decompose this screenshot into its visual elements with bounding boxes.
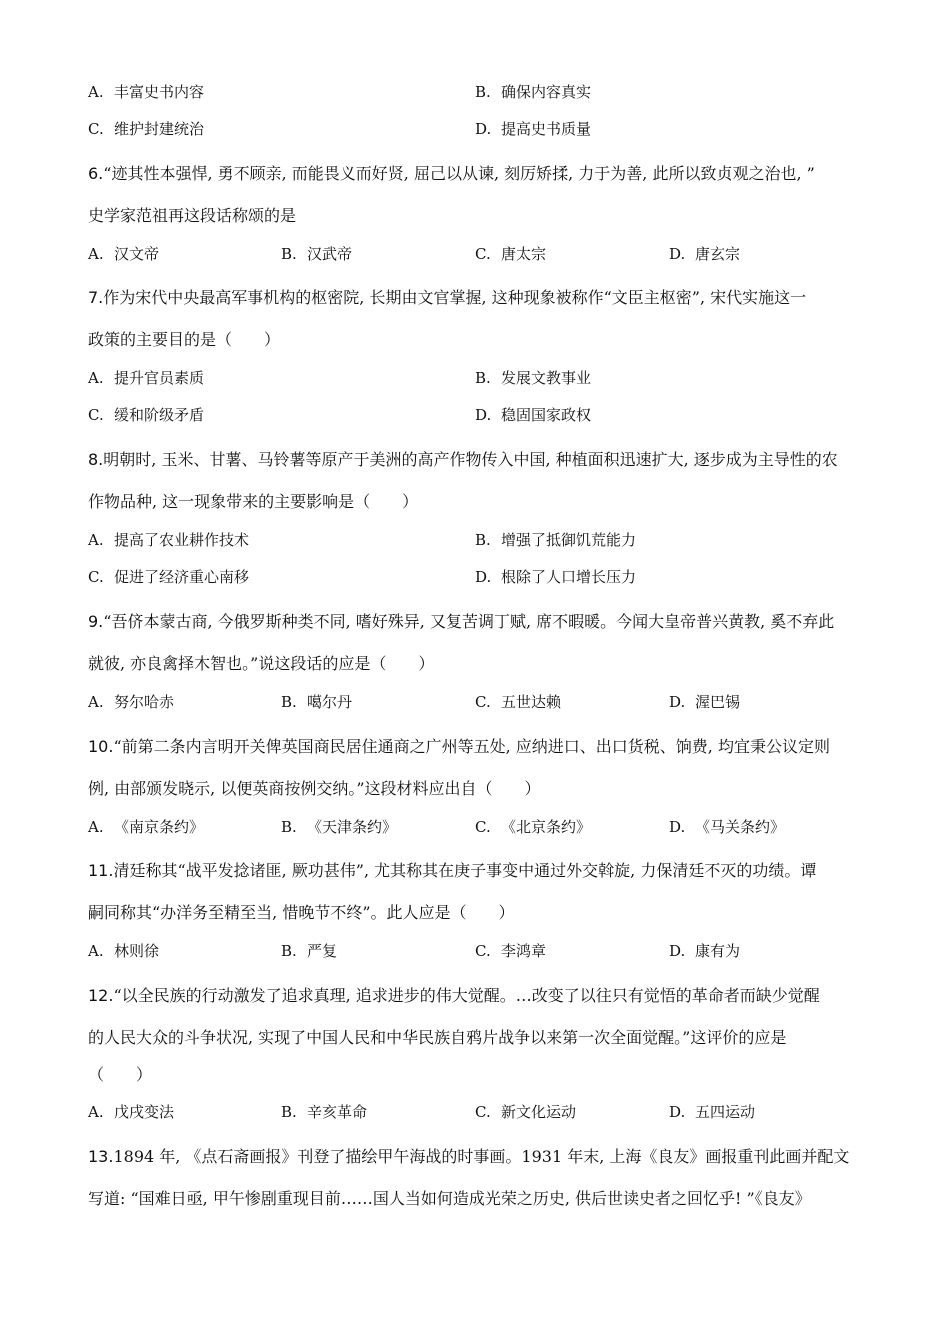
option-letter: C.: [475, 1103, 491, 1121]
option-letter: B.: [281, 942, 297, 960]
q10-option-b: [281, 817, 397, 837]
q11-option-a: [88, 941, 159, 961]
q7-option-a: [88, 368, 204, 388]
q6-stem-line-1: [88, 164, 815, 184]
option-letter: B.: [281, 245, 297, 263]
q6-stem-line-2: [88, 206, 296, 226]
q6-option-b: [281, 244, 352, 264]
option-text: 增强了抵御饥荒能力: [501, 531, 637, 549]
q10-option-d: [669, 817, 785, 837]
option-text: 李鸿章: [501, 942, 547, 960]
question-number: 11.: [88, 861, 114, 880]
option-text: 唐太宗: [501, 245, 547, 263]
option-text: 促进了经济重心南移: [114, 568, 250, 586]
option-text: 努尔哈赤: [114, 693, 175, 711]
option-letter: A.: [88, 83, 104, 101]
option-text: 提高了农业耕作技术: [114, 531, 250, 549]
q10-option-a: [88, 817, 204, 837]
q9-option-c: [475, 692, 561, 712]
q6-option-c: [475, 244, 546, 264]
stem-text: 政策的主要目的是（ ）: [88, 330, 281, 349]
q11-option-b: [281, 941, 337, 961]
option-letter: B.: [475, 369, 491, 387]
option-letter: C.: [475, 818, 491, 836]
q7-stem-line-2: [88, 330, 280, 350]
q8-stem-line-2: [88, 492, 418, 512]
q12-stem-line-2: [88, 1028, 786, 1048]
q13-stem-line-1: [88, 1147, 849, 1167]
question-number: 12.: [88, 986, 114, 1005]
q8-option-b: [475, 530, 636, 550]
q11-option-d: [669, 941, 740, 961]
option-letter: C.: [88, 568, 104, 586]
stem-text: 清廷称其“战平发捻诸匪, 厥功甚伟”, 尤其称其在庚子事变中通过外交斡旋, 力保清廷不灭的功绩。谭: [113, 861, 817, 880]
stem-text: “前第二条内言明开关俾英国商民居住通商之广州等五处, 应纳进口、出口货税、饷费, 均宜秉公议定则: [113, 737, 830, 756]
q11-option-c: [475, 941, 546, 961]
option-letter: D.: [669, 942, 686, 960]
stem-text: “迹其性本强悍, 勇不顾亲, 而能畏义而好贤, 屈己以从谏, 刻厉矫揉, 力于为善, 此所以致贞观之治也, ”: [103, 164, 815, 183]
q9-option-a: [88, 692, 174, 712]
option-letter: D.: [475, 120, 492, 138]
option-letter: B.: [281, 1103, 297, 1121]
stem-text: （ ）: [88, 1065, 153, 1084]
question-number: 8.: [88, 450, 104, 469]
option-letter: A.: [88, 818, 104, 836]
question-number: 13.: [88, 1147, 114, 1166]
option-text: 维护封建统治: [114, 120, 205, 138]
q12-option-b: [281, 1102, 367, 1122]
q10-stem-line-2: [88, 779, 541, 799]
option-text: 五世达赖: [501, 693, 562, 711]
q8-option-d: [475, 567, 636, 587]
option-letter: D.: [475, 568, 492, 586]
q12-option-d: [669, 1102, 755, 1122]
option-text: 稳固国家政权: [501, 406, 592, 424]
stem-text: “以全民族的行动激发了追求真理, 追求进步的伟大觉醒。…改变了以往只有觉悟的革命者而缺少觉醒: [113, 986, 820, 1005]
option-text: 提升官员素质: [114, 369, 205, 387]
option-text: 渥巴锡: [695, 693, 741, 711]
option-letter: B.: [475, 83, 491, 101]
option-text: 严复: [307, 942, 338, 960]
option-text: 根除了人口增长压力: [501, 568, 637, 586]
option-text: 《天津条约》: [307, 818, 398, 836]
option-text: 康有为: [695, 942, 741, 960]
option-letter: C.: [475, 245, 491, 263]
q6-option-a: [88, 244, 159, 264]
option-letter: C.: [475, 942, 491, 960]
stem-text: 例, 由部颁发晓示, 以便英商按例交纳。”这段材料应出自（ ）: [88, 779, 541, 798]
q9-option-b: [281, 692, 352, 712]
question-number: 7.: [88, 288, 104, 307]
option-text: 噶尔丹: [307, 693, 353, 711]
stem-text: 嗣同称其“办洋务至精至当, 惜晚节不终”。此人应是（ ）: [88, 903, 515, 922]
option-letter: A.: [88, 245, 104, 263]
stem-text: 1894 年, 《点石斋画报》刊登了描绘甲午海战的时事画。1931 年末, 上海《良友》画报重刊此画并配文: [113, 1147, 850, 1166]
option-text: 汉武帝: [307, 245, 353, 263]
option-text: 缓和阶级矛盾: [114, 406, 205, 424]
option-letter: D.: [669, 1103, 686, 1121]
q5-option-c: [88, 119, 204, 139]
q7-option-c: [88, 405, 204, 425]
option-letter: A.: [88, 369, 104, 387]
stem-text: 作为宋代中央最高军事机构的枢密院, 长期由文官掌握, 这种现象被称作“文臣主枢密”, 宋代实施这一: [103, 288, 807, 307]
option-letter: D.: [669, 818, 686, 836]
q8-option-a: [88, 530, 249, 550]
stem-text: 明朝时, 玉米、甘薯、马铃薯等原产于美洲的高产作物传入中国, 种植面积迅速扩大, 逐步成为主导性的农: [103, 450, 838, 469]
stem-text: 就彼, 亦良禽择木智也。”说这段话的应是（ ）: [88, 654, 435, 673]
option-letter: C.: [88, 120, 104, 138]
q11-stem-line-2: [88, 903, 515, 923]
option-letter: A.: [88, 942, 104, 960]
option-text: 林则徐: [114, 942, 160, 960]
option-text: 提高史书质量: [501, 120, 592, 138]
q7-stem-line-1: [88, 288, 806, 308]
q7-option-d: [475, 405, 591, 425]
stem-text: 史学家范祖再这段话称颂的是: [88, 206, 297, 225]
stem-text: 写道: “国难日亟, 甲午惨剧重现目前……国人当如何造成光荣之历史, 供后世读史者之回忆乎! ”《良友》: [88, 1189, 811, 1208]
q9-option-d: [669, 692, 740, 712]
q11-stem-line-1: [88, 861, 816, 881]
option-text: 新文化运动: [501, 1103, 577, 1121]
option-text: 丰富史书内容: [114, 83, 205, 101]
q8-stem-line-1: [88, 450, 838, 470]
option-letter: C.: [88, 406, 104, 424]
option-text: 五四运动: [695, 1103, 756, 1121]
option-text: 确保内容真实: [501, 83, 592, 101]
option-letter: B.: [475, 531, 491, 549]
q9-stem-line-1: [88, 612, 834, 632]
q10-option-c: [475, 817, 591, 837]
option-letter: A.: [88, 693, 104, 711]
option-text: 《马关条约》: [695, 818, 786, 836]
q8-option-c: [88, 567, 249, 587]
option-text: 辛亥革命: [307, 1103, 368, 1121]
option-letter: B.: [281, 693, 297, 711]
option-letter: C.: [475, 693, 491, 711]
option-letter: D.: [475, 406, 492, 424]
q12-option-c: [475, 1102, 576, 1122]
q5-option-b: [475, 82, 591, 102]
option-letter: D.: [669, 245, 686, 263]
option-text: 发展文教事业: [501, 369, 592, 387]
q5-option-a: [88, 82, 204, 102]
option-text: 《南京条约》: [114, 818, 205, 836]
option-text: 《北京条约》: [501, 818, 592, 836]
q12-option-a: [88, 1102, 174, 1122]
q5-option-d: [475, 119, 591, 139]
option-letter: A.: [88, 531, 104, 549]
stem-text: 作物品种, 这一现象带来的主要影响是（ ）: [88, 492, 419, 511]
question-number: 9.: [88, 612, 104, 631]
q7-option-b: [475, 368, 591, 388]
stem-text: “吾侪本蒙古商, 今俄罗斯种类不同, 嗜好殊异, 又复苦调丁赋, 席不暇暖。今闻大皇帝普兴黄教, 奚不弃此: [103, 612, 835, 631]
option-letter: D.: [669, 693, 686, 711]
option-text: 唐玄宗: [695, 245, 741, 263]
option-text: 戊戌变法: [114, 1103, 175, 1121]
option-text: 汉文帝: [114, 245, 160, 263]
stem-text: 的人民大众的斗争状况, 实现了中国人民和中华民族自鸦片战争以来第一次全面觉醒。”这评价的应是: [88, 1028, 787, 1047]
q9-stem-line-2: [88, 654, 434, 674]
q13-stem-line-2: [88, 1189, 811, 1209]
q6-option-d: [669, 244, 740, 264]
question-number: 6.: [88, 164, 104, 183]
option-letter: B.: [281, 818, 297, 836]
q10-stem-line-1: [88, 737, 830, 757]
option-letter: A.: [88, 1103, 104, 1121]
q12-stem-line-3: [88, 1065, 152, 1085]
q12-stem-line-1: [88, 986, 820, 1006]
question-number: 10.: [88, 737, 114, 756]
